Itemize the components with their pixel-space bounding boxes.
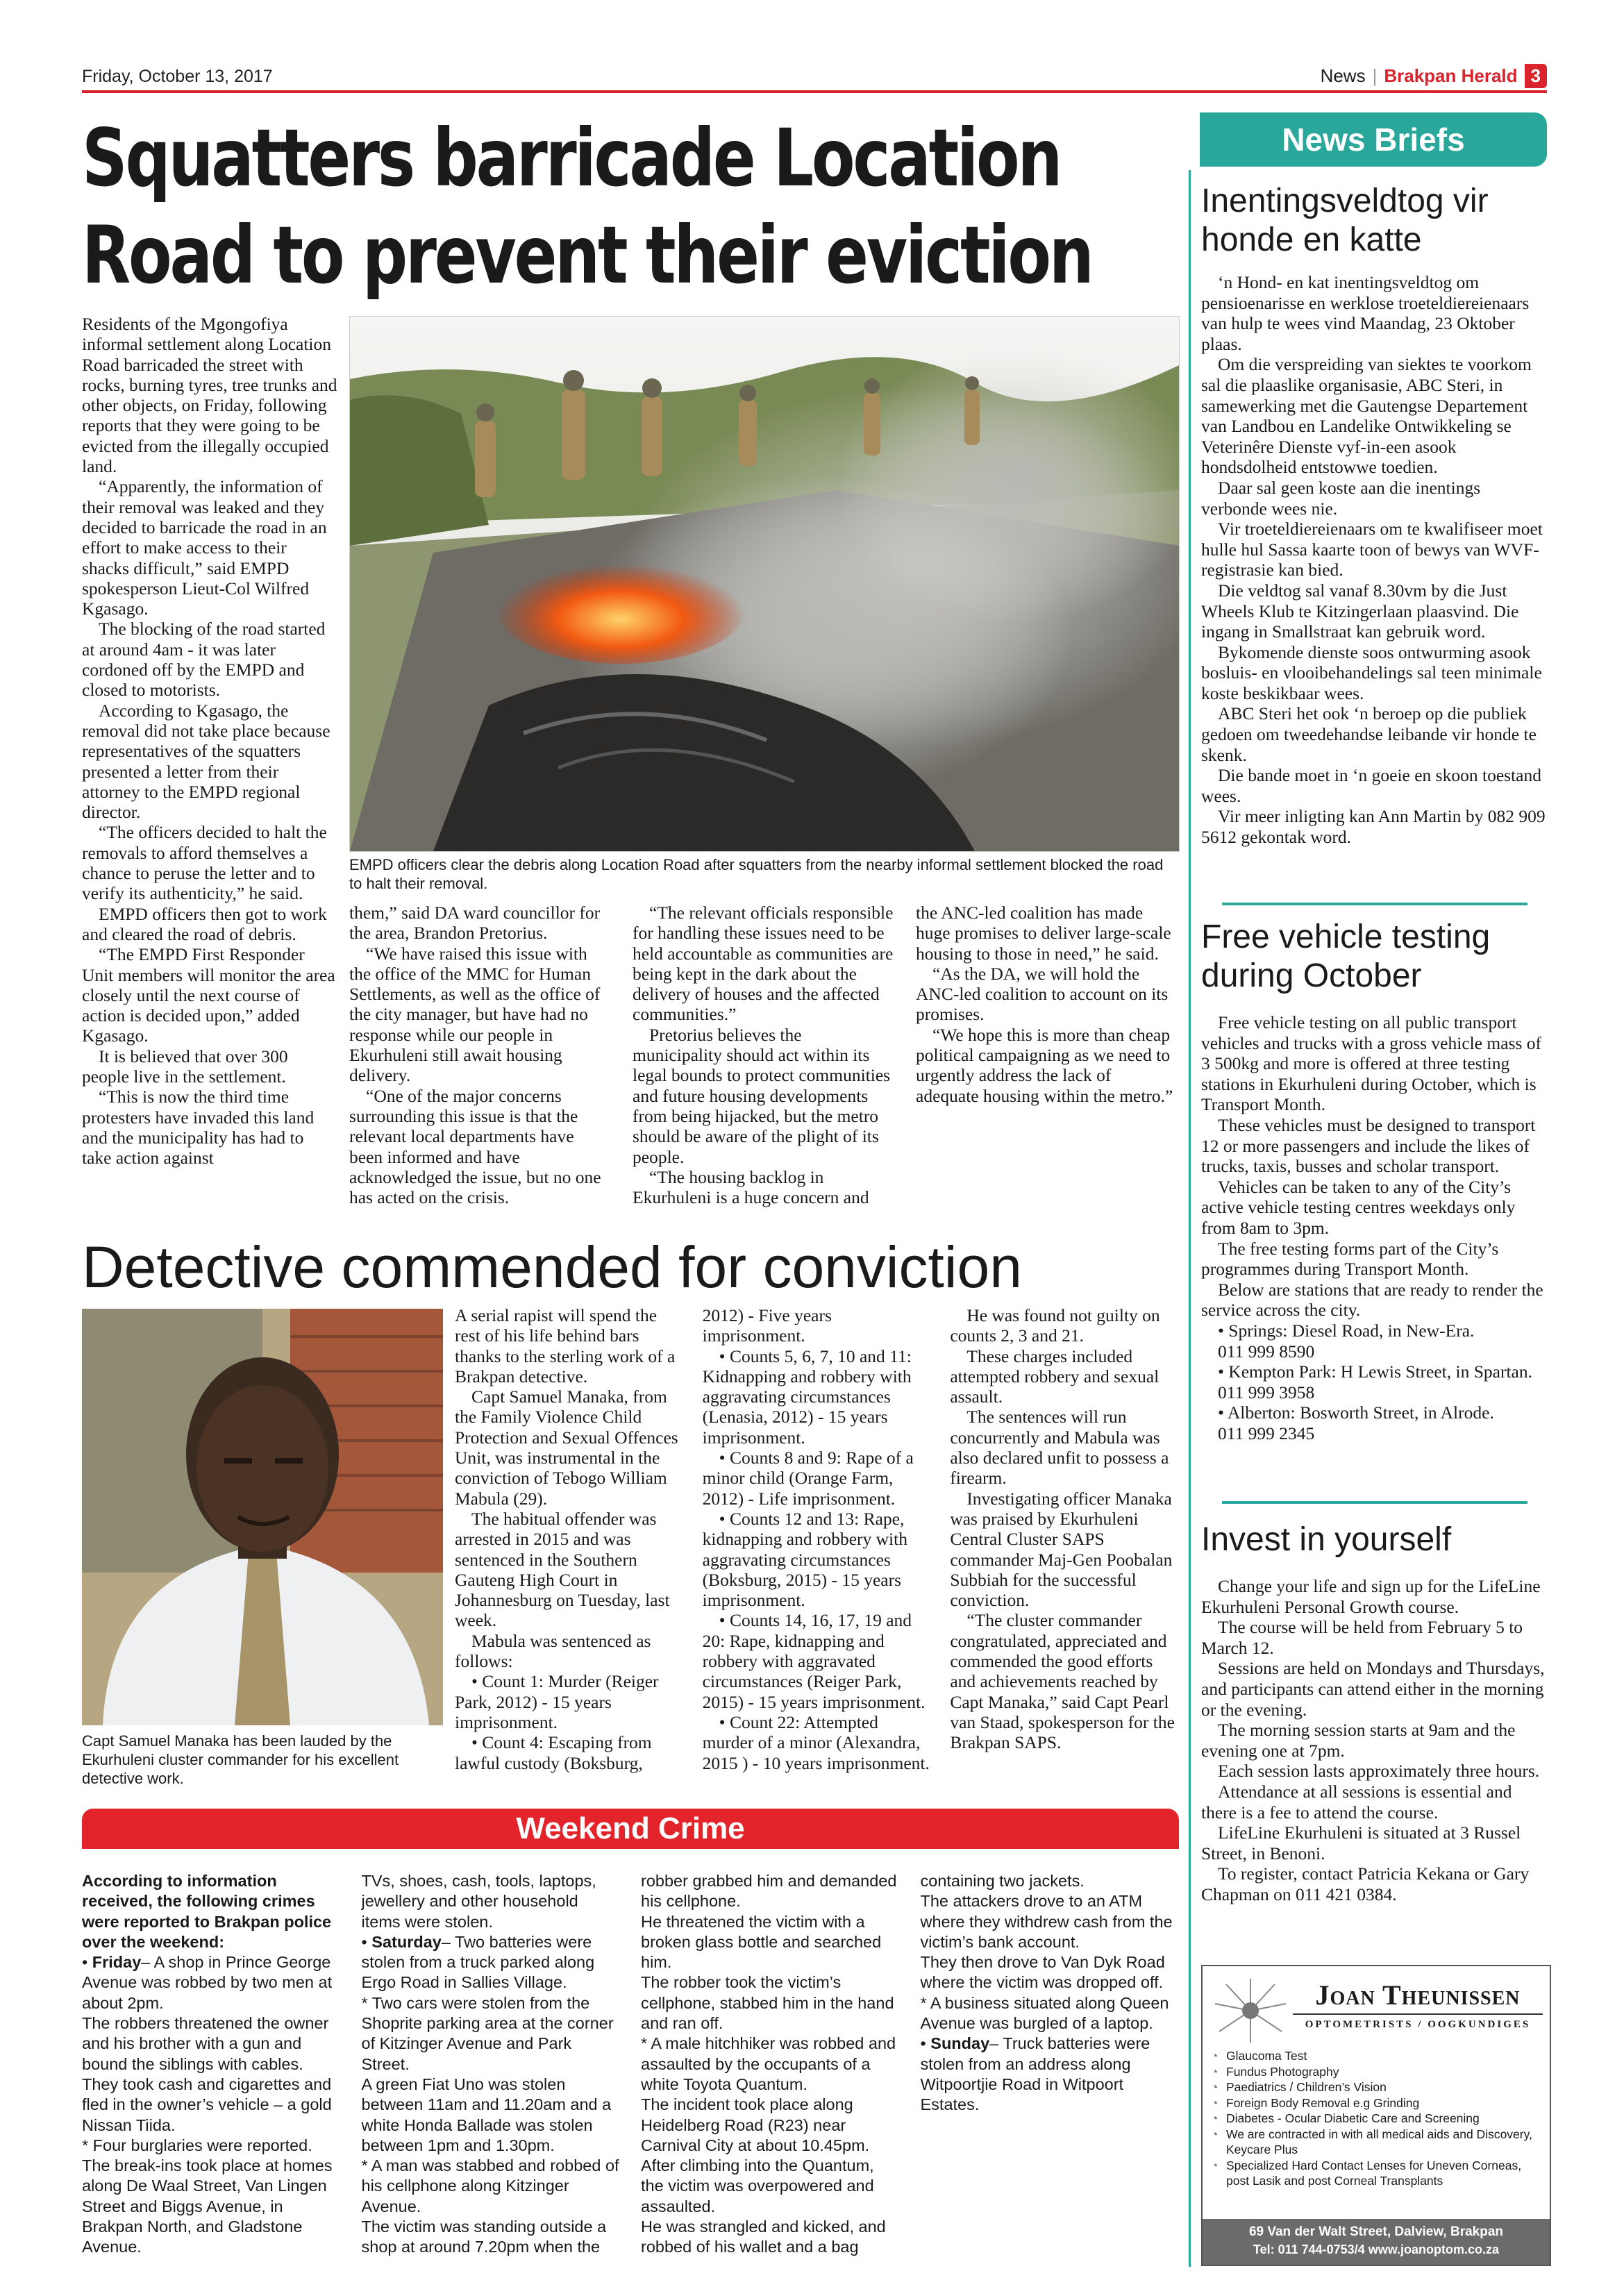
crime-item: A green Fiat Uno was stolen between 11am and 11.20am and a white Honda Ballade was stolen between 1pm and 1.30pm. bbox=[361, 2075, 612, 2154]
crime-saturday: • Saturday– Two batteries were stolen from a truck parked along Ergo Road in Sallies Village. bbox=[361, 1932, 595, 1992]
paragraph: • Count 1: Murder (Reiger Park, 2012) - 15 years imprisonment. bbox=[455, 1671, 659, 1732]
paragraph: 011 999 3958 bbox=[1218, 1382, 1315, 1402]
sidebar-divider bbox=[1189, 170, 1191, 2267]
ad-address: 69 Van der Walt Street, Dalview, Brakpan bbox=[1248, 2224, 1504, 2239]
paragraph: • Counts 8 and 9: Rape of a minor child (Orange Farm, 2012) - Life imprisonment. bbox=[702, 1448, 914, 1509]
paragraph: “Apparently, the information of their removal was leaked and they decided to barricade the road in an effort to make access to their shacks difficult,” said EMPD spokesperson Lieut-Col Wilfred Kgasago. bbox=[82, 476, 327, 619]
brief1-body bbox=[1201, 272, 1548, 848]
ad-service-item bbox=[1211, 2111, 1537, 2127]
paragraph: “One of the major concerns surrounding this issue is that the relevant local departments have been informed and have acknowledged the issue, but no one has acted on the crisis. bbox=[349, 1085, 601, 1208]
crime-intro: According to information received, the following crimes were reported to Brakpan police over the weekend: bbox=[82, 1872, 332, 1951]
paragraph: “The housing backlog in Ekurhuleni is a huge concern and the ANC-led coalition has made huge promises to deliver large-scale housing to those in need,” he said. bbox=[633, 903, 1171, 1208]
paragraph: 011 999 2345 bbox=[1218, 1423, 1315, 1443]
crime-item: The attackers drove to an ATM where they withdrew cash from the victim’s bank account. bbox=[920, 1892, 1173, 1951]
fire-photo-caption: EMPD officers clear the debris along Location Road after squatters from the nearby informal settlement blocked the road to halt their removal. bbox=[349, 856, 1164, 892]
paragraph: Sessions are held on Mondays and Thursdays, and participants can attend either in the morning or the evening. bbox=[1201, 1658, 1545, 1720]
ad-service-item bbox=[1211, 2064, 1537, 2080]
paragraph: The blocking of the road started at around 4am - it was later cordoned off by the EMPD and closed to motorists. bbox=[82, 619, 326, 701]
paragraph: “We hope this is more than cheap political campaigning as we need to urgently address the lack of adequate housing within the metro.” bbox=[916, 1024, 1173, 1106]
paragraph: “We have raised this issue with the office of the MMC for Human Settlements, as well as the office of the city manager, but have had no response while our people in Ekurhuleni still await housing delivery. bbox=[349, 943, 601, 1086]
crime-sunday: • Sunday– Truck batteries were stolen from an address along Witpoortjie Road in Witpoort Estates. bbox=[920, 2034, 1150, 2114]
ad-name: Joan Theunissen bbox=[1315, 1979, 1521, 2011]
manaka-photo-caption: Capt Samuel Manaka has been lauded by the Ekurhuleni cluster commander for his excellent detective work. bbox=[82, 1732, 399, 1787]
crime-item: The incident took place along Heidelberg Road (R23) near Carnival City at about 10.45pm. bbox=[641, 2095, 870, 2154]
ad-service-item bbox=[1211, 2127, 1537, 2158]
ad-rule bbox=[1293, 2013, 1543, 2015]
paragraph: Below are stations that are ready to render the service across the city. bbox=[1201, 1279, 1543, 1321]
crime-item: * Two cars were stolen from the Shoprite parking area at the corner of Kitzinger Avenue and Park Street. bbox=[361, 1993, 614, 2073]
paragraph: 011 999 8590 bbox=[1218, 1341, 1315, 1361]
paragraph: Bykomende dienste soos ontwurming asook bosluis- en vlooibehandelings sal teen minimale koste beskikbaar wees. bbox=[1201, 642, 1542, 703]
crime-item: The robber took the victim’s cellphone, stabbed him in the hand and ran off. bbox=[641, 1973, 894, 2033]
paragraph: Vir meer inligting kan Ann Martin by 082 909 5612 gekontak word. bbox=[1201, 806, 1546, 848]
paragraph: The morning session starts at 9am and the evening one at 7pm. bbox=[1201, 1720, 1516, 1761]
brief3-title: Invest in yourself bbox=[1201, 1521, 1452, 1558]
ad-service-item bbox=[1211, 2079, 1537, 2095]
crime-item: * A man was stabbed and robbed of his cellphone along Kitzinger Avenue. bbox=[361, 2156, 619, 2215]
ad-services-list bbox=[1211, 2048, 1537, 2189]
paragraph: Mabula was sentenced as follows: bbox=[455, 1630, 651, 1672]
issue-date: Friday, October 13, 2017 bbox=[82, 67, 273, 86]
brief1-title: Inentingsveldtog vir honde en katte bbox=[1201, 183, 1489, 258]
paragraph: Change your life and sign up for the LifeLine Ekurhuleni Personal Growth course. bbox=[1201, 1576, 1541, 1617]
paragraph: Pretorius believes the municipality should act within its legal bounds to protect communities and future housing developments from being hijacked, but the metro should be aware of the plight of its people. bbox=[633, 1024, 891, 1167]
section-label: News bbox=[1320, 65, 1366, 86]
crime-item: The robbers threatened the owner and his brother with a gun and bound the siblings with cables. bbox=[82, 2014, 329, 2073]
weekend-crime-columns bbox=[82, 1871, 1179, 2260]
ad-service-text: Foreign Body Removal e.g Grinding bbox=[1226, 2095, 1420, 2110]
paragraph: The free testing forms part of the City’s programmes during Transport Month. bbox=[1201, 1238, 1499, 1280]
paragraph: • Kempton Park: H Lewis Street, in Spartan. bbox=[1218, 1361, 1532, 1382]
ad-service-text: Specialized Hard Contact Lenses for Uneven Corneas, post Lasik and post Corneal Transplants bbox=[1226, 2158, 1522, 2188]
paragraph: Die bande moet in ‘n goeie en skoon toestand wees. bbox=[1201, 765, 1541, 806]
main-story-left-column bbox=[82, 314, 337, 1223]
detective-headline: Detective commended for conviction bbox=[82, 1234, 1022, 1300]
news-briefs-title: News Briefs bbox=[1282, 121, 1465, 158]
brief-divider-1 bbox=[1222, 903, 1527, 905]
friday-label: Friday bbox=[92, 1953, 142, 1972]
crime-item: TVs, shoes, cash, tools, laptops, jewellery and other household items were stolen. bbox=[361, 1872, 596, 1931]
main-headline bbox=[82, 110, 1179, 304]
ad-service-text: Paediatrics / Children’s Vision bbox=[1226, 2080, 1387, 2094]
paragraph: “The officers decided to halt the removals to afford themselves a chance to peruse the letter and to verify its authenticity,” he said. bbox=[82, 822, 327, 904]
crime-item: * A business situated along Queen Avenue was burgled of a laptop. bbox=[920, 1993, 1169, 2033]
paragraph: Each session lasts approximately three hours. bbox=[1218, 1761, 1540, 1782]
crime-item: * A male hitchhiker was robbed and assaulted by the occupants of a white Toyota Quantum. bbox=[641, 2034, 896, 2093]
paragraph: LifeLine Ekurhuleni is situated at 3 Russel Street, in Benoni. bbox=[1201, 1822, 1521, 1863]
main-headline-line2: Road to prevent their eviction bbox=[82, 209, 1092, 301]
brief3-body bbox=[1201, 1576, 1548, 1905]
page-header-right: News | Brakpan Herald 3 bbox=[1321, 64, 1547, 88]
main-headline-line1: Squatters barricade Location bbox=[82, 112, 1061, 204]
crime-item: After climbing into the Quantum, the victim was overpowered and assaulted. bbox=[641, 2156, 874, 2215]
glasses-icon: ◔ bbox=[1211, 2158, 1219, 2172]
crime-item: They took cash and cigarettes and fled in the owner’s vehicle – a gold Nissan Tiida. bbox=[82, 2075, 332, 2134]
paragraph: It is believed that over 300 people live in the settlement. bbox=[82, 1046, 288, 1087]
crime-friday: • Friday– A shop in Prince George Avenue was robbed by two men at about 2pm. bbox=[82, 1953, 333, 2012]
ad-subtitle: OPTOMETRISTS / OOGKUNDIGES bbox=[1305, 2019, 1531, 2030]
glasses-icon: ◔ bbox=[1211, 2111, 1219, 2125]
paragraph: Investigating officer Manaka was praised by Ekurhuleni Central Cluster SAPS commander Maj-Gen Poobalan Subbiah for the successful conviction. bbox=[950, 1488, 1173, 1611]
glasses-icon: ◔ bbox=[1211, 2064, 1219, 2079]
glasses-icon: ◔ bbox=[1211, 2095, 1219, 2110]
paragraph: • Counts 14, 16, 17, 19 and 20: Rape, kidnapping and robbery with aggravated circumstances (Reiger Park, 2015) - 15 years imprisonment. bbox=[702, 1610, 926, 1712]
paragraph: According to Kgasago, the removal did not take place because representatives of the squatters presented a letter from their attorney to the EMPD regional director. bbox=[82, 700, 330, 823]
paragraph: Vir troeteldiereienaars om te kwalifiseer moet hulle hul Sassa kaarte toon of bewys van WVF-registrasie kan bied. bbox=[1201, 519, 1543, 580]
paragraph: Daar sal geen koste aan die inentings verbonde wees nie. bbox=[1201, 477, 1481, 519]
ad-contact: Tel: 011 744-0753/4 www.joanoptom.co.za bbox=[1253, 2243, 1500, 2256]
paragraph: Om die verspreiding van siektes te voorkom sal die plaaslike organisasie, ABC Steri, in samewerking met die Gautengse Departement van Landbou en Landelike Ontwikkeling se Veterinêre Dienste vyf-in-een asook hondsdolheid entstowwe toedien. bbox=[1201, 354, 1532, 478]
saturday-label: Saturday bbox=[371, 1932, 442, 1951]
brief2-title: Free vehicle testing during October bbox=[1201, 919, 1491, 994]
paragraph: “The cluster commander congratulated, appreciated and commended the good efforts and achievements reached by Capt Manaka,” said Capt Pearl van Staad, spokesperson for the Brakpan SAPS. bbox=[950, 1610, 1175, 1753]
barricade-fire-image bbox=[350, 317, 1179, 851]
ad-service-text: Fundus Photography bbox=[1226, 2064, 1339, 2079]
paragraph: • Springs: Diesel Road, in New-Era. bbox=[1218, 1320, 1475, 1341]
portrait-image bbox=[82, 1309, 443, 1725]
crime-item: They then drove to Van Dyk Road where the victim was dropped off. bbox=[920, 1953, 1165, 1992]
optometrist-ad bbox=[1201, 1965, 1551, 2266]
ad-service-item bbox=[1211, 2158, 1537, 2189]
paragraph: Die veldtog sal vanaf 8.30vm by die Just Wheels Klub te Kitzingerlaan plaasvind. Die ingang in Smallstraat kan gebruik word. bbox=[1201, 580, 1519, 642]
ad-service-text: We are contracted in with all medical aids and Discovery, Keycare Plus bbox=[1226, 2127, 1532, 2156]
paragraph: Capt Samuel Manaka, from the Family Violence Child Protection and Sexual Offences Unit, was instrumental in the conviction of Tebogo William Mabula (29). bbox=[455, 1386, 678, 1509]
ad-footer bbox=[1203, 2219, 1550, 2265]
paragraph: To register, contact Patricia Kekana or Gary Chapman on 011 421 0384. bbox=[1201, 1863, 1530, 1904]
paragraph: • Counts 5, 6, 7, 10 and 11: Kidnapping and robbery with aggravating circumstances (Lenasia, 2012) - 15 years imprisonment. bbox=[702, 1346, 912, 1448]
page-number: 3 bbox=[1525, 64, 1547, 88]
paragraph: These charges included attempted robbery and sexual assault. bbox=[950, 1346, 1160, 1407]
weekend-crime-title: Weekend Crime bbox=[516, 1811, 745, 1845]
friday-text: – A shop in Prince George Avenue was robbed by two men at about 2pm. bbox=[82, 1953, 333, 2012]
paragraph: The course will be held from February 5 to March 12. bbox=[1201, 1617, 1523, 1658]
paper-name: Brakpan Herald bbox=[1384, 65, 1518, 86]
paragraph: “The relevant officials responsible for handling these issues need to be held accountable as communities are being kept in the dark about the delivery of houses and the affected communities.” bbox=[633, 903, 894, 1025]
paragraph: • Alberton: Bosworth Street, in Alrode. bbox=[1218, 1402, 1494, 1423]
paragraph: He was found not guilty on counts 2, 3 and 21. bbox=[950, 1305, 1160, 1346]
paragraph: “As the DA, we will hold the ANC-led coalition to account on its promises. bbox=[916, 963, 1169, 1025]
paragraph: Vehicles can be taken to any of the City’s active vehicle testing centres weekdays only from 8am to 3pm. bbox=[1201, 1176, 1516, 1238]
glasses-icon: ◔ bbox=[1211, 2049, 1219, 2063]
main-story-lower-columns bbox=[349, 903, 1178, 1222]
paragraph: The habitual offender was arrested in 2015 and was sentenced in the Southern Gauteng High Court in Johannesburg on Tuesday, last week. bbox=[455, 1508, 670, 1631]
paragraph: A serial rapist will spend the rest of his life behind bars thanks to the sterling work of a Brakpan detective. bbox=[455, 1305, 676, 1386]
fire-photo bbox=[349, 316, 1180, 852]
manaka-photo bbox=[82, 1309, 443, 1725]
ad-service-text: Glaucoma Test bbox=[1226, 2049, 1307, 2063]
paragraph: them,” said DA ward councillor for the area, Brandon Pretorius. bbox=[349, 903, 601, 944]
saturday-text: – Two batteries were stolen from a truck parked along Ergo Road in Sallies Village. bbox=[361, 1932, 595, 1992]
glasses-icon: ◔ bbox=[1211, 2127, 1219, 2141]
sunday-label: Sunday bbox=[930, 2034, 990, 2053]
ad-service-item bbox=[1211, 2048, 1537, 2064]
brief2-body bbox=[1201, 1012, 1548, 1443]
paragraph: EMPD officers then got to work and cleared the road of debris. bbox=[82, 903, 327, 944]
ad-service-text: Diabetes - Ocular Diabetic Care and Screening bbox=[1226, 2111, 1480, 2125]
eye-logo-icon bbox=[1212, 1976, 1289, 2045]
paragraph: • Counts 12 and 13: Rape, kidnapping and robbery with aggravating circumstances (Boksburg, 2015) - 15 years imprisonment. bbox=[702, 1508, 907, 1611]
paragraph: These vehicles must be designed to transport 12 or more passengers and include the likes of trucks, taxis, busses and scholar transport. bbox=[1201, 1114, 1536, 1177]
paragraph: • Count 22: Attempted murder of a minor (Alexandra, 2015 ) - 10 years imprisonment. bbox=[702, 1711, 930, 1773]
crime-item: * Four burglaries were reported. The break-ins took place at homes along De Waal Street, Van Lingen Street and Biggs Avenue, in Brakpan North, and Gladstone Avenue. bbox=[82, 2136, 333, 2256]
paragraph: ‘n Hond- en kat inentingsveldtog om pensioenarisse en werklose troeteldiereienaars van hulp te wees vind Maandag, 23 Oktober plaas. bbox=[1201, 272, 1530, 354]
weekend-crime-banner bbox=[82, 1809, 1179, 1849]
sunday-text: – Truck batteries were stolen from an address along Witpoortjie Road in Witpoort Estates. bbox=[920, 2034, 1150, 2114]
brief-divider-2 bbox=[1222, 1501, 1527, 1504]
news-briefs-banner bbox=[1200, 112, 1547, 167]
paragraph: Attendance at all sessions is essential and there is a fee to attend the course. bbox=[1201, 1781, 1512, 1822]
crime-item: He was strangled and kicked, and robbed of his wallet and a bag containing two jackets. bbox=[641, 1872, 1085, 2256]
header-rule bbox=[82, 90, 1547, 93]
paragraph: “The EMPD First Responder Unit members will monitor the area closely until the next course of action is decided upon,” added Kgasago. bbox=[82, 944, 335, 1046]
paragraph: • Count 4: Escaping from lawful custody (Boksburg, 2012) - Five years imprisonment. bbox=[455, 1305, 832, 1773]
crime-item: The victim was standing outside a shop at around 7.20pm when the robber grabbed him and demanded his cellphone. bbox=[361, 1872, 897, 2256]
paragraph: Residents of the Mgongofiya informal settlement along Location Road barricaded the street with rocks, burning tyres, tree trunks and other objects, on Friday, following reports that they were going to be evicted from the illegally occupied land. bbox=[82, 314, 337, 477]
crime-item: He threatened the victim with a broken glass bottle and searched him. bbox=[641, 1912, 882, 1972]
ad-service-item bbox=[1211, 2095, 1537, 2111]
glasses-icon: ◔ bbox=[1211, 2080, 1219, 2094]
detective-story-columns bbox=[455, 1305, 1178, 1797]
paragraph: Free vehicle testing on all public transport vehicles and trucks with a gross vehicle mass of 3 500kg and more is offered at three testing stations in Ekurhuleni during October, which is Transport Month. bbox=[1201, 1012, 1542, 1115]
paragraph: The sentences will run concurrently and Mabula was also declared unfit to possess a firearm. bbox=[950, 1407, 1169, 1489]
paragraph: ABC Steri het ook ‘n beroep op die publiek gedoen om tweedehandse leibande vir honde te skenk. bbox=[1201, 703, 1537, 765]
paragraph: “This is now the third time protesters have invaded this land and the municipality has had to take action against bbox=[82, 1087, 315, 1168]
